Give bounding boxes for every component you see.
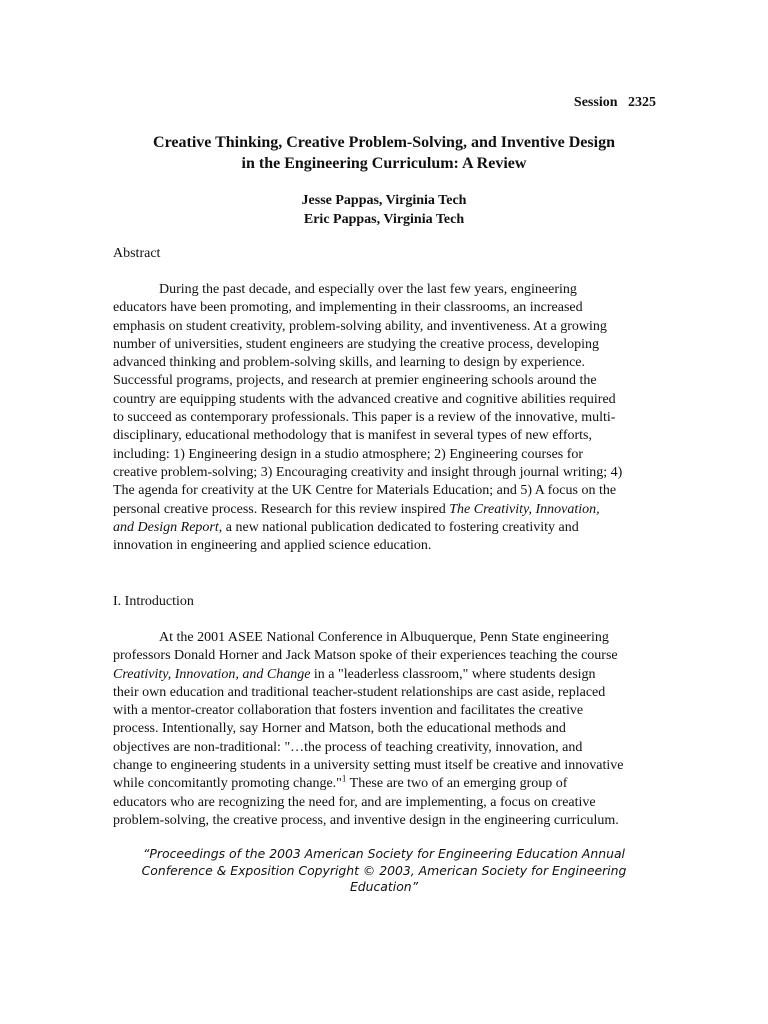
abstract-heading: Abstract (113, 246, 161, 261)
abstract-line: educators have been promoting, and implementing in their classrooms, an increased (113, 300, 583, 316)
intro-line: their own education and traditional teacher-student relationships are cast aside, replaced (113, 684, 606, 700)
abstract-line: The agenda for creativity at the UK Centre for Materials Education; and 5) A focus on the (113, 483, 617, 499)
intro-line (113, 666, 623, 684)
intro-line: educators who are recognizing the need for, and are implementing, a focus on creative (113, 794, 596, 810)
title-line-2: in the Engineering Curriculum: A Review (241, 155, 527, 172)
footer-line: “Proceedings of the 2003 American Society for Engineering Education Annual (143, 846, 625, 861)
abstract-line: During the past decade, and especially over the last few years, engineering (159, 282, 577, 297)
abstract-line: creative problem-solving; 3) Encouraging creativity and insight through journal writing; 4) (113, 464, 623, 480)
intro-text: These are two of an emerging group of (346, 776, 568, 792)
intro-line (113, 775, 623, 793)
abstract-paragraph (113, 281, 622, 555)
intro-line: At the 2001 ASEE National Conference in Albuquerque, Penn State engineering (159, 630, 609, 645)
footer-line: Conference & Exposition Copyright © 2003, American Society for Engineering (141, 862, 627, 878)
course-title: Creativity, Innovation, and Change (113, 666, 311, 682)
author-2: Eric Pappas, Virginia Tech (303, 211, 465, 227)
intro-line: problem-solving, the creative process, and inventive design in the engineering curriculum. (113, 812, 619, 828)
footer-line: Education” (349, 879, 419, 894)
intro-line: professors Donald Horner and Jack Matson spoke of their experiences teaching the course (113, 648, 618, 664)
publication-title: The Creativity, Innovation, (449, 501, 600, 517)
intro-text: while concomitantly promoting change." (113, 776, 342, 792)
intro-line: with a mentor-creator collaboration that fosters invention and facilitates the creative (113, 703, 584, 719)
abstract-text: , a new national publication dedicated to fostering creativity and (218, 519, 579, 535)
abstract-line: to succeed as contemporary professionals. This paper is a review of the innovative, multi- (113, 410, 616, 426)
author-list (112, 192, 656, 229)
abstract-line: disciplinary, educational methodology that is manifest in several types of new efforts, (113, 428, 592, 444)
introduction-heading: I. Introduction (113, 594, 194, 609)
proceedings-footer (112, 846, 656, 896)
abstract-line: number of universities, student engineers are studying the creative process, developing (113, 336, 599, 352)
title-line-1: Creative Thinking, Creative Problem-Solving, and Inventive Design (153, 134, 615, 151)
footnote-marker: 1 (341, 773, 347, 784)
abstract-line (113, 501, 622, 519)
abstract-line: advanced thinking and problem-solving skills, and learning to design by experience. (113, 355, 585, 371)
introduction-paragraph (113, 629, 623, 830)
abstract-line: emphasis on student creativity, problem-solving ability, and inventiveness. At a growing (113, 318, 607, 334)
intro-text: in a "leaderless classroom," where students design (310, 666, 596, 682)
abstract-line: country are equipping students with the advanced creative and cognitive abilities required (113, 391, 616, 407)
author-1: Jesse Pappas, Virginia Tech (301, 193, 467, 208)
intro-line: change to engineering students in a university setting must itself be creative and innovative (113, 758, 624, 774)
abstract-line: Successful programs, projects, and research at premier engineering schools around the (113, 373, 597, 389)
abstract-line (113, 519, 622, 537)
abstract-line: innovation in engineering and applied science education. (113, 538, 432, 554)
paper-title (112, 132, 656, 174)
publication-title-cont: and Design Report (113, 519, 219, 535)
intro-line: objectives are non-traditional: "…the process of teaching creativity, innovation, and (113, 739, 583, 755)
session-number: Session 2325 (573, 95, 656, 110)
abstract-line: including: 1) Engineering design in a studio atmosphere; 2) Engineering courses for (113, 446, 584, 462)
abstract-text: personal creative process. Research for this review inspired (113, 501, 450, 517)
intro-line: process. Intentionally, say Horner and Matson, both the educational methods and (113, 721, 566, 737)
